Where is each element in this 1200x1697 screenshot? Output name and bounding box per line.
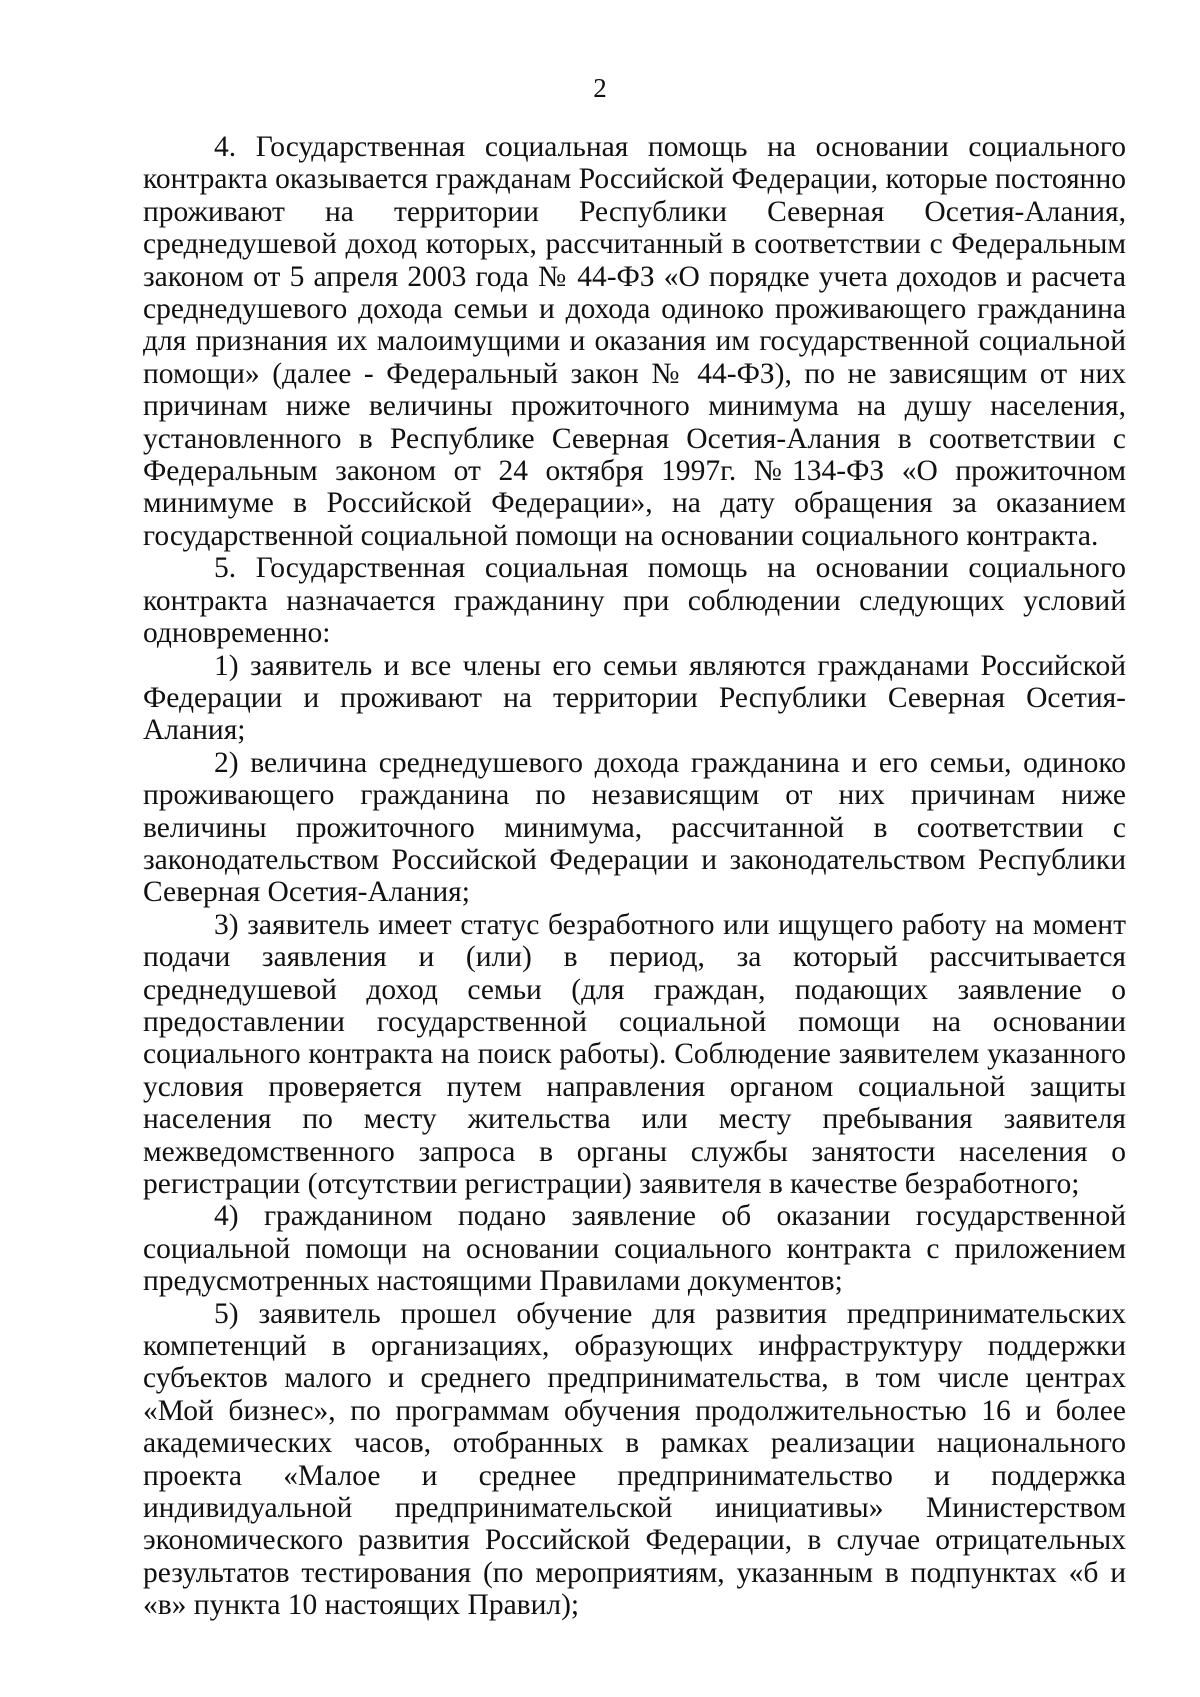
subparagraph-4: 4) гражданином подано заявление об оказании государственной социальной помощи на основании социального контракта с приложением предусмотренных настоящими Правилами документов; [143,1200,1126,1298]
paragraph-4: 4. Государственная социальная помощь на основании социального контракта оказывается гражданам Российской Федерации, которые постоянно проживают на территории Республики Северная Осетия-Алания, среднедушевой доход которых, рассчитанный в соответствии с Федеральным законом от 5 апреля 2003 года № 44-ФЗ «О порядке учета доходов и расчета среднедушевого дохода семьи и дохода одиноко проживающего гражданина для признания их малоимущими и оказания им государственной социальной помощи» (далее - Федеральный закон № 44-ФЗ), по не зависящим от них причинам ниже величины прожиточного минимума на душу населения, установленного в Республике Северная Осетия-Алания в соответствии с Федеральным законом от 24 октября 1997г. №134-ФЗ «О прожиточном минимуме в Российской Федерации», на дату обращения за оказанием государственной социальной помощи на основании социального контракта. [143,131,1126,552]
subparagraph-5: 5) заявитель прошел обучение для развития предпринимательских компетенций в организациях, образующих инфраструктуру поддержки субъектов малого и среднего предпринимательства, в том числе центрах «Мой бизнес», по программам обучения продолжительностью 16 и более академических часов, отобранных в рамках реализации национального проекта «Малое и среднее предпринимательство и поддержка индивидуальной предпринимательской инициативы» Министерством экономического развития Российской Федерации, в случае отрицательных результатов тестирования (по мероприятиям, указанным в подпунктах «б и «в» пункта 10 настоящих Правил); [143,1297,1126,1622]
subparagraph-2: 2) величина среднедушевого дохода гражданина и его семьи, одиноко проживающего гражданина по независящим от них причинам ниже величины прожиточного минимума, рассчитанной в соответствии с законодательством Российской Федерации и законодательством Республики Северная Осетия-Алания; [143,746,1126,909]
subparagraph-1: 1) заявитель и все члены его семьи являются гражданами Российской Федерации и проживают на территории Республики Северная Осетия-Алания; [143,649,1126,747]
page-number: 2 [593,73,607,103]
document-body [143,131,1126,1622]
subparagraph-3: 3) заявитель имеет статус безработного или ищущего работу на момент подачи заявления и (или) в период, за который рассчитывается среднедушевой доход семьи (для граждан, подающих заявление о предоставлении государственной социальной помощи на основании социального контракта на поиск работы). Соблюдение заявителем указанного условия проверяется путем направления органом социальной защиты населения по месту жительства или месту пребывания заявителя межведомственного запроса в органы службы занятости населения о регистрации (отсутствии регистрации) заявителя в качестве безработного; [143,908,1126,1200]
paragraph-5: 5. Государственная социальная помощь на основании социального контракта назначается гражданину при соблюдении следующих условий одновременно: [143,552,1126,650]
